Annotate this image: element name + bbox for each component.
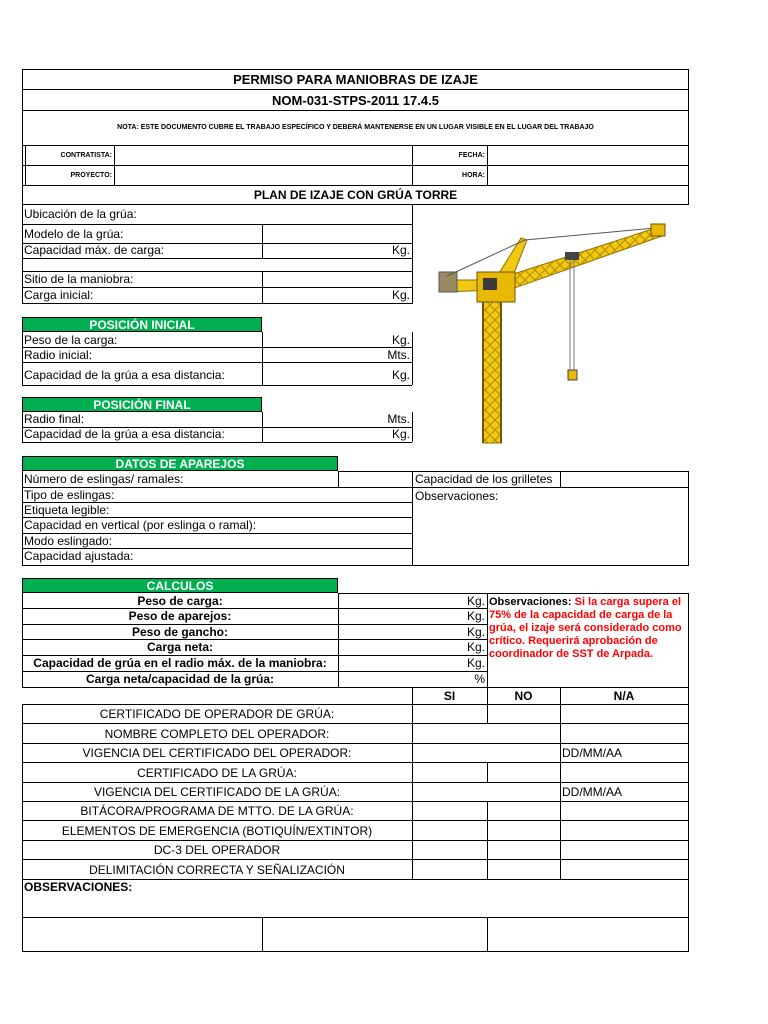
aparejos-observaciones-label: Observaciones:: [415, 489, 499, 503]
signature-cell-3[interactable]: [488, 918, 687, 950]
document-note: NOTA: ESTE DOCUMENTO CUBRE EL TRABAJO ESPECÍFICO Y DEBERÁ MANTENERSE EN UN LUGAR VISIBLE EN EL LUGAR DEL TRABAJO: [117, 124, 594, 131]
calc-peso-carga-unit: Kg.: [466, 594, 485, 608]
observaciones-label: OBSERVACIONES:: [24, 880, 133, 894]
vigencia-operador-field[interactable]: [413, 744, 560, 762]
peso-carga-label: Peso de la carga:: [24, 333, 118, 347]
crane-hook: [568, 370, 577, 380]
capacidad-final-label: Capacidad de la grúa a esa distancia:: [24, 427, 225, 441]
check-si-5[interactable]: [413, 802, 487, 820]
posicion-final-header: POSICIÓN FINAL: [22, 397, 262, 412]
posicion-inicial-header: POSICIÓN INICIAL: [22, 317, 262, 332]
calc-peso-gancho-unit: Kg.: [466, 625, 485, 639]
ubicacion-label: Ubicación de la grúa:: [24, 207, 137, 221]
capacidad-max-unit: Kg.: [391, 243, 410, 257]
observaciones-field[interactable]: [23, 895, 687, 916]
calc-peso-gancho: Peso de gancho:: [131, 625, 229, 639]
sitio-field[interactable]: [263, 272, 411, 286]
sitio-label: Sitio de la maniobra:: [24, 272, 134, 286]
check-na-7[interactable]: [561, 841, 688, 859]
calculos-header: CALCULOS: [22, 578, 338, 593]
radio-final-unit: Mts.: [387, 412, 410, 426]
fecha-field[interactable]: [488, 146, 688, 165]
modo-eslingado-label: Modo eslingado:: [24, 534, 113, 548]
peso-carga-unit: Kg.: [391, 333, 410, 347]
calc-capacidad-grua-unit: Kg.: [466, 656, 485, 670]
etiqueta-label: Etiqueta legible:: [24, 503, 110, 517]
col-na: N/A: [613, 689, 635, 703]
calc-carga-capacidad-unit: %: [474, 672, 485, 686]
check-dc3: DC-3 DEL OPERADOR: [153, 843, 281, 857]
check-nombre-operador: NOMBRE COMPLETO DEL OPERADOR:: [104, 727, 330, 741]
check-na-6[interactable]: [561, 821, 688, 840]
check-no-7[interactable]: [488, 841, 560, 859]
carga-inicial-label: Carga inicial:: [24, 288, 94, 302]
radio-final-label: Radio final:: [24, 412, 85, 426]
check-emergencia: ELEMENTOS DE EMERGENCIA (BOTIQUÍN/EXTINTOR): [61, 824, 373, 838]
check-bitacora: BITÁCORA/PROGRAMA DE MTTO. DE LA GRÚA:: [80, 804, 354, 818]
document-title: PERMISO PARA MANIOBRAS DE IZAJE: [233, 72, 478, 87]
numero-eslingas-field[interactable]: [339, 472, 411, 486]
check-vigencia-grua: VIGENCIA DEL CERTIFICADO DE LA GRÚA:: [93, 785, 341, 799]
check-na-3[interactable]: [561, 763, 688, 782]
check-no-0[interactable]: [488, 705, 560, 723]
col-si: SI: [443, 689, 456, 703]
check-no-8[interactable]: [488, 860, 560, 879]
warning-text-4: crítico. Requerirá aprobación de: [489, 635, 658, 647]
warning-obs-label: Observaciones:: [489, 596, 572, 608]
calc-carga-neta-unit: Kg.: [466, 640, 485, 654]
calc-peso-carga: Peso de carga:: [137, 594, 223, 608]
plan-title: PLAN DE IZAJE CON GRÚA TORRE: [253, 188, 458, 202]
col-no: NO: [514, 689, 533, 703]
warning-text-1: Si la carga supera el: [574, 596, 681, 608]
calc-carga-neta: Carga neta:: [146, 640, 214, 654]
capacidad-max-label: Capacidad máx. de carga:: [24, 243, 165, 257]
check-si-6[interactable]: [413, 821, 487, 840]
capacidad-vertical-label: Capacidad en vertical (por eslinga o ramal):: [24, 518, 257, 532]
crane-mast: [483, 298, 501, 443]
proyecto-field[interactable]: [115, 166, 412, 185]
tower-crane-image: [425, 210, 685, 445]
check-no-3[interactable]: [488, 763, 560, 782]
hora-label: HORA:: [462, 172, 485, 179]
hora-field[interactable]: [488, 166, 688, 185]
calc-capacidad-grua: Capacidad de grúa en el radio máx. de la maniobra:: [33, 656, 327, 670]
grilletes-field[interactable]: [561, 472, 687, 486]
vigencia-grua-date: DD/MM/AA: [562, 785, 622, 799]
check-si-7[interactable]: [413, 841, 487, 859]
modelo-label: Modelo de la grúa:: [24, 227, 124, 241]
crane-trolley: [565, 252, 579, 260]
check-no-5[interactable]: [488, 802, 560, 820]
capacidad-inicial-label: Capacidad de la grúa a esa distancia:: [24, 368, 225, 382]
check-si-8[interactable]: [413, 860, 487, 879]
signature-cell-2[interactable]: [263, 918, 486, 950]
modelo-field[interactable]: [263, 225, 411, 242]
check-na-8[interactable]: [561, 860, 688, 879]
nombre-operador-field[interactable]: [413, 724, 688, 743]
capacidad-inicial-unit: Kg.: [391, 368, 410, 382]
calc-peso-aparejos-unit: Kg.: [466, 609, 485, 623]
warning-text-2: 75% de la capacidad de carga de la: [489, 609, 673, 621]
fecha-label: FECHA:: [458, 152, 485, 159]
calc-carga-capacidad: Carga neta/capacidad de la grúa:: [85, 672, 275, 686]
carga-inicial-unit: Kg.: [391, 288, 410, 302]
norm-reference: NOM-031-STPS-2011 17.4.5: [272, 93, 439, 108]
warning-text-3: grúa, el izaje será considerado como: [489, 622, 682, 634]
aparejos-observaciones-field[interactable]: [413, 504, 687, 564]
warning-text-5: coordinador de SST de Arpada.: [489, 648, 654, 660]
contratista-field[interactable]: [115, 146, 412, 165]
calculos-warning-note: [489, 596, 687, 661]
numero-eslingas-label: Número de eslingas/ ramales:: [24, 472, 184, 486]
radio-inicial-unit: Mts.: [387, 348, 410, 362]
vigencia-grua-field[interactable]: [413, 783, 560, 801]
check-certificado-grua: CERTIFICADO DE LA GRÚA:: [137, 766, 297, 780]
capacidad-final-unit: Kg.: [391, 427, 410, 441]
check-si-0[interactable]: [413, 705, 487, 723]
check-vigencia-operador: VIGENCIA DEL CERTIFICADO DEL OPERADOR:: [82, 746, 352, 760]
calc-peso-aparejos: Peso de aparejos:: [128, 609, 232, 623]
aparejos-header: DATOS DE APAREJOS: [22, 456, 338, 471]
vigencia-operador-date: DD/MM/AA: [562, 746, 622, 760]
check-no-6[interactable]: [488, 821, 560, 840]
check-si-3[interactable]: [413, 763, 487, 782]
tipo-eslingas-label: Tipo de eslingas:: [24, 488, 115, 502]
radio-inicial-label: Radio inicial:: [24, 348, 93, 362]
check-na-5[interactable]: [561, 802, 688, 820]
check-certificado-operador: CERTIFICADO DE OPERADOR DE GRÚA:: [99, 707, 335, 721]
check-na-0[interactable]: [561, 705, 688, 723]
grilletes-label: Capacidad de los grilletes: [415, 472, 553, 486]
check-delimitacion: DELIMITACIÓN CORRECTA Y SEÑALIZACIÓN: [89, 863, 345, 877]
signature-cell-1[interactable]: [23, 918, 261, 950]
proyecto-label: PROYECTO:: [70, 172, 112, 179]
capacidad-ajustada-label: Capacidad ajustada:: [24, 549, 134, 563]
contratista-label: CONTRATISTA:: [60, 152, 112, 159]
